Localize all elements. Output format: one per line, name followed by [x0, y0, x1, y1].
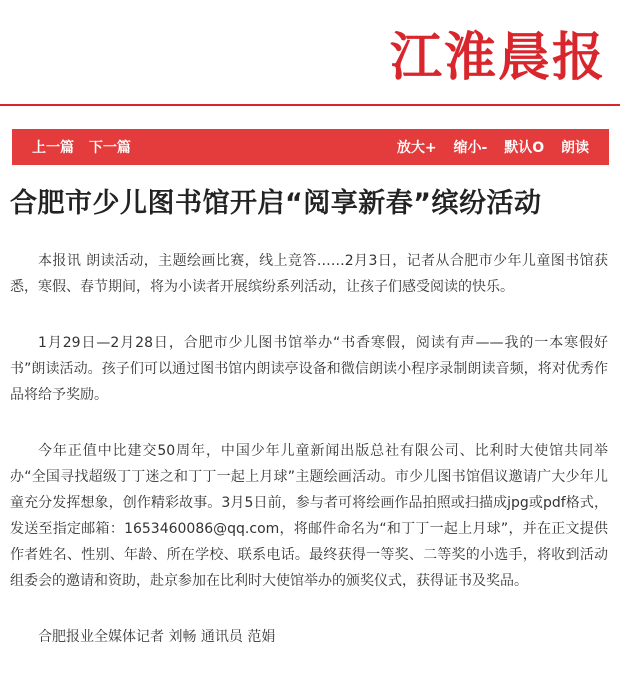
prev-article-link[interactable]: 上一篇 — [32, 140, 74, 156]
read-aloud-button[interactable]: 朗读 — [561, 140, 589, 156]
article-title: 合肥市少儿图书馆开启“阅享新春”缤纷活动 — [10, 188, 542, 219]
newspaper-logo: 江淮晨报 — [389, 27, 606, 88]
article-nav — [32, 137, 141, 157]
next-article-link[interactable]: 下一篇 — [88, 140, 131, 156]
article-toolbar — [12, 129, 609, 165]
article-paragraph: 今年正值中比建交50周年，中国少年儿童新闻出版总社有限公司、比利时大使馆共同举办“全国寻找超级丁丁迷之和丁丁一起上月球”主题绘画活动。市少儿图书馆倡议邀请广大少年儿童充分发挥想象，创作精彩故事。3月5日前，参与者可将绘画作品拍照或扫描成jpg或pdf格式，发送至指定邮箱：1653460086@qq.com，将邮件命名为“和丁丁一起上月球”，并在正文提供作者姓名、性别、年龄、所在学校、联系电话。最终获得一等奖、二等奖的小选手，将收到活动组委会的邀请和资助，赴京参加在比利时大使馆举办的颁奖仪式，获得证书及奖品。 — [10, 443, 608, 589]
article-paragraph: 本报讯 朗读活动，主题绘画比赛，线上竞答……2月3日，记者从合肥市少年儿童图书馆获悉，寒假、春节期间，将为小读者开展缤纷系列活动，让孩子们感受阅读的快乐。 — [10, 253, 608, 295]
masthead — [0, 0, 620, 107]
zoom-out-button[interactable]: 缩小- — [453, 140, 488, 156]
default-size-button[interactable]: 默认O — [504, 140, 545, 156]
article-byline: 合肥报业全媒体记者 刘畅 通讯员 范娟 — [38, 629, 276, 645]
masthead-divider — [0, 104, 620, 106]
article-paragraph: 1月29日—2月28日，合肥市少儿图书馆举办“书香寒假，阅读有声——我的一本寒假好书”朗读活动。孩子们可以通过图书馆内朗读亭设备和微信朗读小程序录制朗读音频，将对优秀作品将给予奖励。 — [10, 335, 608, 403]
article-body — [10, 248, 608, 680]
text-controls — [385, 137, 589, 157]
zoom-in-button[interactable]: 放大+ — [396, 140, 437, 156]
